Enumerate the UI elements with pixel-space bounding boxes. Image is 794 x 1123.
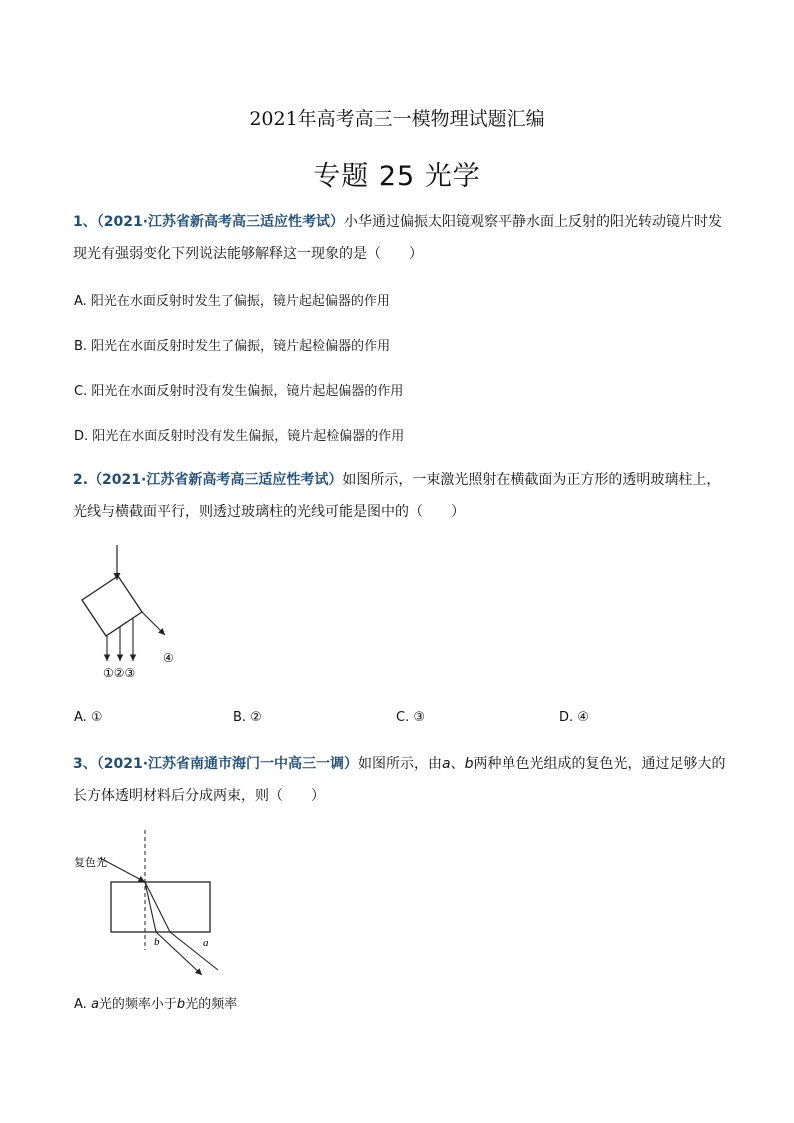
q2-number: 2. <box>73 472 89 488</box>
q3-var-a: a <box>442 756 451 772</box>
q3-option-a-prefix: A. <box>74 997 91 1012</box>
q3-slab-figure <box>70 825 230 975</box>
q3-option-a-mid: 光的频率小于 <box>98 997 177 1012</box>
q1-source: （2021·江苏省新高考高三适应性考试） <box>96 214 345 230</box>
q1-text-2: 现光有强弱变化下列说法能够解释这一现象的是（ ） <box>73 246 423 262</box>
q1-text-1: 小华通过偏振太阳镜观察平静水面上反射的阳光转动镜片时发 <box>344 214 723 230</box>
q1-number: 1、 <box>73 214 97 230</box>
q3-option-a-var2: b <box>176 997 186 1012</box>
q2-prism-figure <box>70 540 200 690</box>
q3-exit-ray-a <box>170 932 218 970</box>
q2-text-1: 如图所示，一束激光照射在横截面为正方形的透明玻璃柱上， <box>342 472 721 488</box>
q3-label-incident: 复色光 <box>74 856 107 869</box>
q3-option-a-var1: a <box>90 997 99 1012</box>
q3-text-1a: 如图所示，由 <box>358 756 443 772</box>
q2-option-c: C. ③ <box>396 710 425 725</box>
q3-var-b: b <box>464 756 474 772</box>
q3-label-a: a <box>203 937 209 949</box>
q3-refracted-a <box>145 882 170 932</box>
q3-slab <box>111 882 210 932</box>
page-title: 2021年高考高三一模物理试题汇编 <box>249 108 545 130</box>
q1-option-d: D. 阳光在水面反射时没有发生偏振，镜片起检偏器的作用 <box>74 429 405 444</box>
q3-text-2: 长方体透明材料后分成两束，则（ ） <box>73 788 325 804</box>
q3-option-a <box>74 993 237 1012</box>
q2-source: （2021·江苏省新高考高三适应性考试） <box>88 472 343 488</box>
topic-title: 专题 25 光学 <box>313 161 481 192</box>
q2-text-2: 光线与横截面平行，则透过玻璃柱的光线可能是图中的（ ） <box>73 504 465 520</box>
q3-label-b: b <box>154 936 160 948</box>
q1-option-c: C. 阳光在水面反射时没有发生偏振，镜片起起偏器的作用 <box>74 384 404 399</box>
q3-option-a-suffix: 光的频率 <box>185 997 238 1012</box>
q2-option-d: D. ④ <box>559 710 589 725</box>
q2-option-a: A. ① <box>74 710 103 725</box>
q1-line1 <box>73 212 722 232</box>
q3-text-1b: 两种单色光组成的复色光，通过足够大的 <box>473 756 726 772</box>
q3-refracted-b <box>145 882 156 932</box>
q3-line1 <box>73 754 726 774</box>
q3-number: 3、 <box>73 756 97 772</box>
q2-line1 <box>73 470 720 490</box>
q1-option-b: B. 阳光在水面反射时发生了偏振，镜片起检偏器的作用 <box>74 339 391 354</box>
q2-label-123: ①②③ <box>103 666 136 680</box>
q3-source: （2021·江苏省南通市海门一中高三一调） <box>96 756 359 772</box>
q2-option-b: B. ② <box>233 710 262 725</box>
q2-label-4: ④ <box>163 651 174 665</box>
q2-ray-4 <box>142 612 165 635</box>
q3-sep: 、 <box>450 756 465 772</box>
q1-option-a: A. 阳光在水面反射时发生了偏振，镜片起起偏器的作用 <box>74 294 390 309</box>
